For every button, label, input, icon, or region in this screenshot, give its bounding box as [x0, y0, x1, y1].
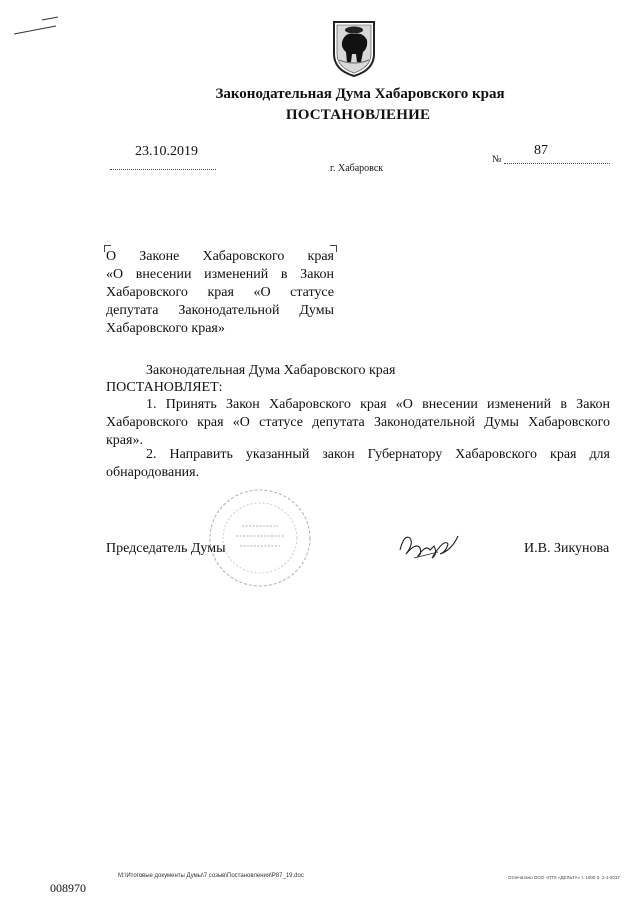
resolution-title [106, 248, 334, 338]
resolution-item-1: 1. Принять Закон Хабаровского края «О внесении изменений в Закон Хабаровского края «О статусе депутата Законодательной Думы Хабаровского края». [106, 397, 610, 448]
intro-line-2: ПОСТАНОВЛЯЕТ: [106, 380, 223, 395]
reference-number: 008970 [50, 881, 86, 895]
resolution-item-2: 2. Направить указанный закон Губернатору Хабаровского края для обнародования. [106, 447, 610, 480]
signatory-position: Председатель Думы [106, 541, 226, 556]
handwritten-mark [12, 12, 60, 38]
handwritten-signature [396, 528, 462, 562]
title-line: депутата Законодательной Думы [106, 303, 334, 318]
coat-of-arms-emblem [331, 18, 377, 78]
intro-line-1: Законодательная Дума Хабаровского края [146, 363, 396, 378]
title-line: «О внесении изменений в Закон [106, 267, 334, 282]
title-line: Хабаровского края» [106, 321, 225, 336]
number-underline [504, 163, 610, 164]
file-path: М:\Итоговые документы Думы\7 созыв\Постановления\Р87_19.doc [118, 873, 304, 879]
signatory-name: И.В. Зикунова [524, 541, 610, 556]
organization-title: Законодательная Дума Хабаровского края [215, 86, 505, 102]
title-line: Хабаровского края «О статусе [106, 285, 334, 300]
seal-stamp [206, 486, 314, 590]
title-line: О Законе Хабаровского края [106, 249, 334, 264]
document-type-title: ПОСТАНОВЛЕНИЕ [285, 107, 431, 123]
city-name: г. Хабаровск [330, 163, 384, 174]
date-underline [110, 169, 216, 170]
document-date: 23.10.2019 [135, 144, 198, 159]
number-label: № [492, 154, 502, 165]
print-info: Отпечатано ООО «ПТК «ДЕЛЬТА» т. 1000 З. 2-1-2017 [508, 875, 620, 880]
document-number: 87 [534, 143, 548, 158]
